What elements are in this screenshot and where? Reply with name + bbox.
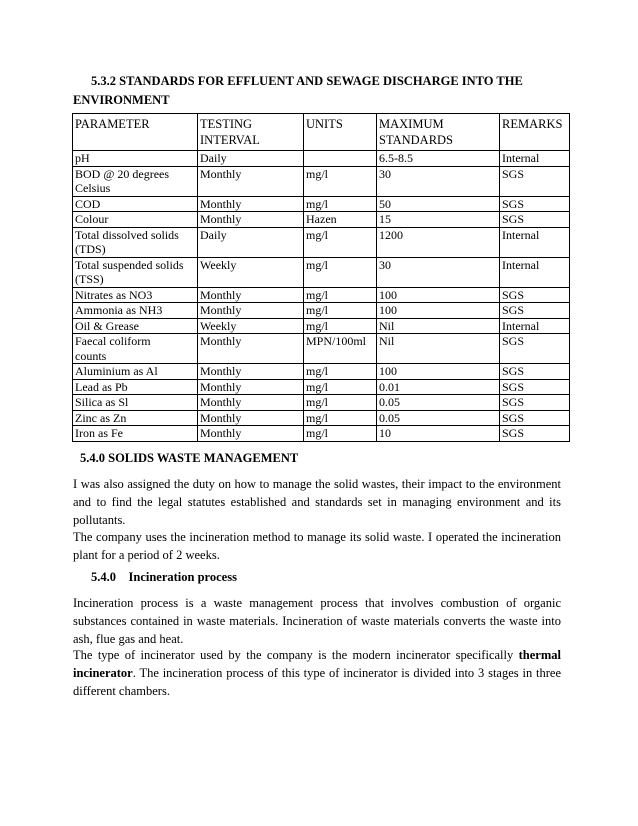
cell-maximum-standard: 0.01 <box>377 379 500 395</box>
cell-testing-interval: Monthly <box>198 410 304 426</box>
cell-units: mg/l <box>304 303 377 319</box>
cell-maximum-standard: 30 <box>377 257 500 287</box>
heading-line-2: ENVIRONMENT <box>73 93 170 107</box>
cell-maximum-standard: 6.5-8.5 <box>377 151 500 167</box>
paragraph-solids-duty: I was also assigned the duty on how to manage the solid wastes, their impact to the environment and to find the legal statutes established and standards set in managing environment and its pollutants. <box>73 477 561 527</box>
cell-maximum-standard: Nil <box>377 334 500 364</box>
header-parameter: PARAMETER <box>73 114 198 151</box>
table-body <box>73 151 570 442</box>
table-row <box>73 303 570 319</box>
cell-remarks: Internal <box>500 257 570 287</box>
paragraph-incineration-method: The company uses the incineration method to manage its solid waste. I operated the incineration plant for a period of 2 weeks. <box>73 530 561 562</box>
table-row <box>73 166 570 196</box>
table-header-row <box>73 114 570 151</box>
cell-maximum-standard: 10 <box>377 426 500 442</box>
cell-testing-interval: Monthly <box>198 212 304 228</box>
cell-maximum-standard: 1200 <box>377 227 500 257</box>
cell-maximum-standard: Nil <box>377 318 500 334</box>
cell-parameter: Silica as Sl <box>73 395 198 411</box>
table-row <box>73 395 570 411</box>
table-row <box>73 410 570 426</box>
cell-maximum-standard: 30 <box>377 166 500 196</box>
cell-parameter: COD <box>73 196 198 212</box>
table-row <box>73 426 570 442</box>
cell-testing-interval: Monthly <box>198 334 304 364</box>
cell-units: mg/l <box>304 287 377 303</box>
cell-units: mg/l <box>304 227 377 257</box>
cell-testing-interval: Monthly <box>198 364 304 380</box>
header-units: UNITS <box>304 114 377 151</box>
cell-parameter: Iron as Fe <box>73 426 198 442</box>
cell-remarks: Internal <box>500 227 570 257</box>
section-title: Incineration process <box>128 570 237 584</box>
table-row <box>73 364 570 380</box>
table-row <box>73 318 570 334</box>
cell-units <box>304 151 377 167</box>
cell-units: mg/l <box>304 379 377 395</box>
cell-testing-interval: Monthly <box>198 166 304 196</box>
thermal-incinerator-term: thermal incinerator <box>73 648 561 680</box>
cell-remarks: SGS <box>500 166 570 196</box>
effluent-standards-table <box>72 113 570 442</box>
cell-parameter: Total suspended solids (TSS) <box>73 257 198 287</box>
cell-parameter: Oil & Grease <box>73 318 198 334</box>
cell-testing-interval: Monthly <box>198 196 304 212</box>
cell-testing-interval: Daily <box>198 227 304 257</box>
cell-maximum-standard: 0.05 <box>377 410 500 426</box>
cell-testing-interval: Monthly <box>198 395 304 411</box>
cell-remarks: SGS <box>500 287 570 303</box>
cell-parameter: Aluminium as Al <box>73 364 198 380</box>
cell-testing-interval: Weekly <box>198 257 304 287</box>
section-heading-incineration <box>91 569 237 585</box>
cell-remarks: SGS <box>500 379 570 395</box>
cell-testing-interval: Weekly <box>198 318 304 334</box>
cell-maximum-standard: 100 <box>377 364 500 380</box>
cell-units: Hazen <box>304 212 377 228</box>
header-maximum-standards: MAXIMUM STANDARDS <box>377 114 500 151</box>
cell-units: mg/l <box>304 166 377 196</box>
cell-units: MPN/100ml <box>304 334 377 364</box>
cell-remarks: SGS <box>500 212 570 228</box>
cell-parameter: Lead as Pb <box>73 379 198 395</box>
table-row <box>73 334 570 364</box>
cell-maximum-standard: 15 <box>377 212 500 228</box>
cell-units: mg/l <box>304 196 377 212</box>
table-row <box>73 227 570 257</box>
cell-parameter: Zinc as Zn <box>73 410 198 426</box>
cell-parameter: Faecal coliform counts <box>73 334 198 364</box>
table-row <box>73 196 570 212</box>
cell-units: mg/l <box>304 410 377 426</box>
cell-remarks: Internal <box>500 151 570 167</box>
cell-testing-interval: Monthly <box>198 379 304 395</box>
cell-parameter: pH <box>73 151 198 167</box>
table-row <box>73 212 570 228</box>
section-number: 5.4.0 <box>91 570 116 584</box>
cell-testing-interval: Monthly <box>198 426 304 442</box>
section-heading-solids-waste: 5.4.0 SOLIDS WASTE MANAGEMENT <box>80 451 299 465</box>
cell-parameter: BOD @ 20 degrees Celsius <box>73 166 198 196</box>
cell-parameter: Total dissolved solids (TDS) <box>73 227 198 257</box>
cell-maximum-standard: 100 <box>377 287 500 303</box>
cell-parameter: Colour <box>73 212 198 228</box>
cell-remarks: SGS <box>500 334 570 364</box>
table-row <box>73 257 570 287</box>
cell-units: mg/l <box>304 426 377 442</box>
table-row <box>73 379 570 395</box>
cell-parameter: Ammonia as NH3 <box>73 303 198 319</box>
cell-units: mg/l <box>304 318 377 334</box>
cell-units: mg/l <box>304 257 377 287</box>
paragraph-incineration-definition: Incineration process is a waste management process that involves combustion of organic substances contained in waste materials. Incineration of waste materials converts the waste into ash, flue gas and heat. <box>73 596 561 646</box>
header-remarks: REMARKS <box>500 114 570 151</box>
cell-remarks: SGS <box>500 196 570 212</box>
table-row <box>73 151 570 167</box>
table-row <box>73 287 570 303</box>
paragraph-incinerator-type: The type of incinerator used by the company is the modern incinerator specifically thermal incinerator. The incineration process of this type of incinerator is divided into 3 stages in three different chambers. <box>73 648 561 698</box>
cell-units: mg/l <box>304 364 377 380</box>
heading-line-1: 5.3.2 STANDARDS FOR EFFLUENT AND SEWAGE DISCHARGE INTO THE <box>91 74 523 88</box>
cell-maximum-standard: 100 <box>377 303 500 319</box>
section-heading-standards <box>73 72 573 110</box>
cell-parameter: Nitrates as NO3 <box>73 287 198 303</box>
cell-remarks: SGS <box>500 410 570 426</box>
cell-units: mg/l <box>304 395 377 411</box>
cell-testing-interval: Daily <box>198 151 304 167</box>
cell-testing-interval: Monthly <box>198 303 304 319</box>
cell-maximum-standard: 0.05 <box>377 395 500 411</box>
cell-remarks: SGS <box>500 303 570 319</box>
cell-remarks: SGS <box>500 426 570 442</box>
cell-testing-interval: Monthly <box>198 287 304 303</box>
cell-remarks: SGS <box>500 395 570 411</box>
header-testing-interval: TESTING INTERVAL <box>198 114 304 151</box>
cell-remarks: Internal <box>500 318 570 334</box>
cell-remarks: SGS <box>500 364 570 380</box>
cell-maximum-standard: 50 <box>377 196 500 212</box>
